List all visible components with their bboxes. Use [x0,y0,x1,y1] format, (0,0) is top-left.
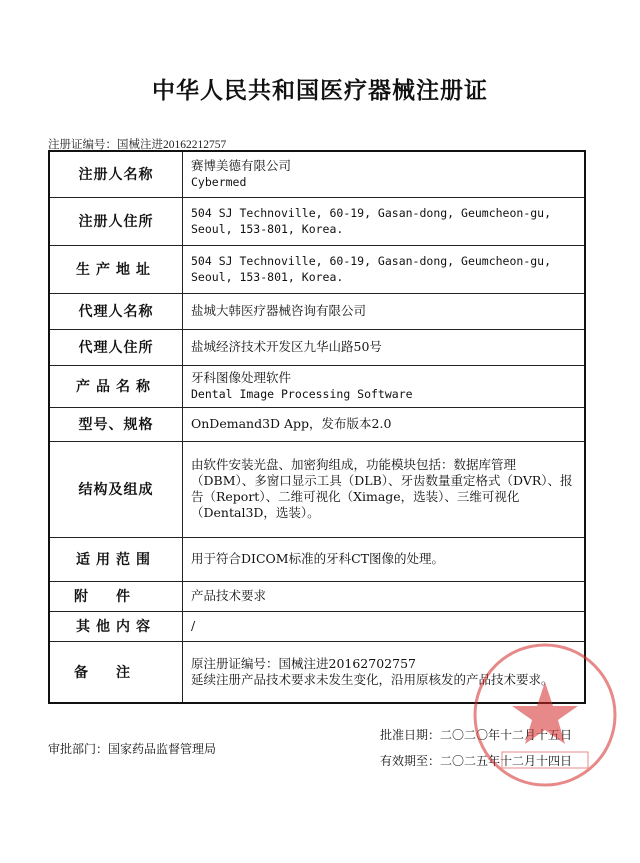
table-row [49,537,585,581]
label-production-address: 生产地址 [49,245,183,293]
value-other: / [183,611,586,641]
valid-until-label: 有效期至： [380,754,441,768]
value-registrant-address [183,197,586,245]
registrant-name-en: Cybermed [191,175,247,190]
valid-until-value: 二〇二五年十二月十四日 [440,754,573,768]
label-scope: 适用范围 [49,537,183,581]
official-seal-icon [470,640,620,790]
approval-dept-value: 国家药品监督管理局 [108,742,217,756]
table-row [49,293,585,329]
page-title: 中华人民共和国医疗器械注册证 [152,78,488,104]
value-registrant-name [183,151,586,197]
approval-date-label: 批准日期： [380,728,441,742]
label-remarks: 备注 [49,641,183,703]
value-scope: 用于符合DICOM标准的牙科CT图像的处理。 [183,537,586,581]
approval-date-value: 二〇二〇年十二月十五日 [440,728,573,742]
label-product-name: 产品名称 [49,365,183,407]
value-attachment: 产品技术要求 [183,581,586,611]
remarks-note: 延续注册产品技术要求未发生变化，沿用原核发的产品技术要求。 [191,671,554,687]
registration-number-value: 国械注进20162212757 [117,139,227,151]
table-row [49,441,585,537]
product-name-cn: 牙科图像处理软件 [191,370,292,385]
label-registrant-name: 注册人名称 [49,151,183,197]
approval-dept-label: 审批部门： [48,742,109,756]
registrant-address-en: 504 SJ Technoville, 60-19, Gasan-dong, Geumcheon-gu, Seoul, 153-801, Korea. [191,206,552,236]
table-row [49,151,585,197]
table-row [49,329,585,365]
label-agent-name: 代理人名称 [49,293,183,329]
registrant-name-cn: 赛博美德有限公司 [191,158,292,174]
label-model-spec: 型号、规格 [49,407,183,441]
table-row [49,407,585,441]
approval-department [48,740,216,757]
value-product-name [183,365,586,407]
value-structure: 由软件安装光盘、加密狗组成，功能模块包括：数据库管理（DBM）、多窗口显示工具（DLB）、牙齿数量重定格式（DVR）、报告（Report）、二维可视化（Ximage，选装）、三维可视化（Dental3D，选装）。 [183,441,586,537]
table-row [49,197,585,245]
label-registrant-address: 注册人住所 [49,197,183,245]
label-agent-address: 代理人住所 [49,329,183,365]
remarks-original-number: 原注册证编号：国械注进20162702757 [191,655,416,671]
value-agent-address: 盐城经济技术开发区九华山路50号 [183,329,586,365]
label-other: 其他内容 [49,611,183,641]
table-row [49,581,585,611]
label-attachment: 附件 [49,581,183,611]
product-name-en: Dental Image Processing Software [191,387,413,401]
production-address-en: 504 SJ Technoville, 60-19, Gasan-dong, Geumcheon-gu, Seoul, 153-801, Korea. [191,254,552,284]
value-production-address [183,245,586,293]
value-agent-name: 盐城大韩医疗器械咨询有限公司 [183,293,586,329]
value-model-spec: OnDemand3D App，发布版本2.0 [183,407,586,441]
registration-table [48,150,586,704]
label-structure: 结构及组成 [49,441,183,537]
table-row [49,245,585,293]
registration-number-label: 注册证编号： [48,139,117,151]
table-row [49,611,585,641]
table-row [49,365,585,407]
